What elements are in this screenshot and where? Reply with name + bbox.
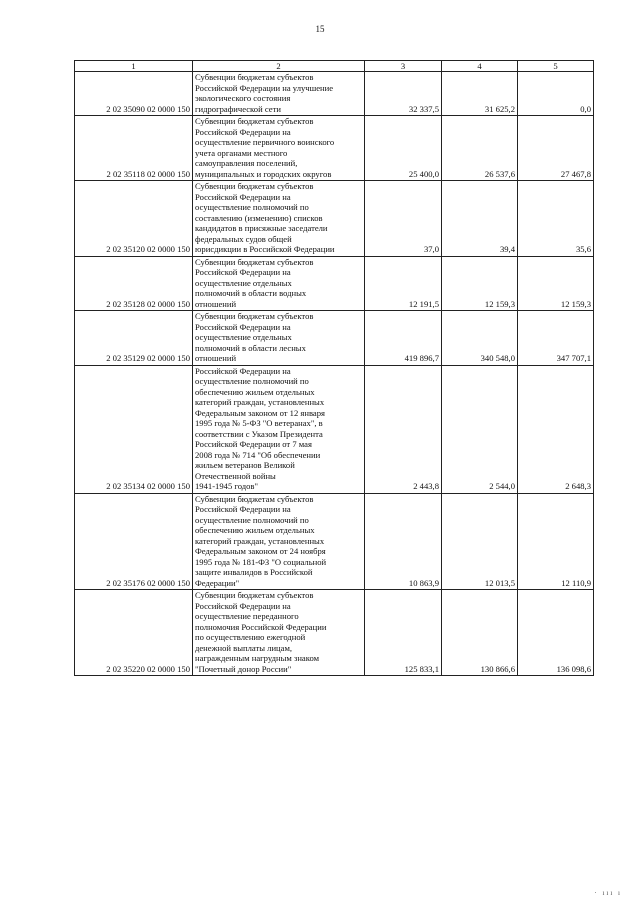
row-col3-value: 37,0 — [365, 181, 442, 257]
footer-mark: · ııı ı — [594, 889, 622, 897]
table-row — [75, 256, 594, 311]
table-row — [75, 590, 594, 676]
row-code-cell: 2 02 35120 02 0000 150 — [75, 181, 193, 257]
row-col3-value: 419 896,7 — [365, 311, 442, 366]
row-code-cell: 2 02 35176 02 0000 150 — [75, 493, 193, 590]
row-col5-value: 12 159,3 — [518, 256, 594, 311]
row-col5-value: 347 707,1 — [518, 311, 594, 366]
row-col4-value: 130 866,6 — [442, 590, 518, 676]
table-row — [75, 116, 594, 181]
row-col5-value: 2 648,3 — [518, 365, 594, 493]
row-col3-value: 2 443,8 — [365, 365, 442, 493]
page-number: 15 — [315, 24, 325, 34]
row-description-cell: Субвенции бюджетам субъектов Российской Федерации на осуществление переданного полномочия Российской Федерации по осуществлению ежегодной денежной выплаты лицам, награжденным нагрудным знаком "Почетный донор России" — [193, 590, 365, 676]
row-description-cell: Субвенции бюджетам субъектов Российской Федерации на осуществление отдельных полномочий в области водных отношений — [193, 256, 365, 311]
table-header-row — [75, 61, 594, 72]
header-col-1: 1 — [75, 61, 193, 72]
row-col5-value: 35,6 — [518, 181, 594, 257]
header-col-5: 5 — [518, 61, 594, 72]
row-code-cell: 2 02 35118 02 0000 150 — [75, 116, 193, 181]
row-col4-value: 12 159,3 — [442, 256, 518, 311]
row-col3-value: 10 863,9 — [365, 493, 442, 590]
header-col-2: 2 — [193, 61, 365, 72]
row-description-cell: Российской Федерации на осуществление полномочий по обеспечению жильем отдельных категорий граждан, установленных Федеральным законом от 12 января 1995 года № 5-ФЗ "О ветеранах", в соответствии с Указом Президента Российской Федерации от 7 мая 2008 года № 714 "Об обеспечении жильем ветеранов Великой Отечественной войны 1941-1945 годов" — [193, 365, 365, 493]
table-row — [75, 72, 594, 116]
row-col3-value: 32 337,5 — [365, 72, 442, 116]
row-code-cell: 2 02 35134 02 0000 150 — [75, 365, 193, 493]
row-col5-value: 0,0 — [518, 72, 594, 116]
row-col4-value: 26 537,6 — [442, 116, 518, 181]
row-col5-value: 136 098,6 — [518, 590, 594, 676]
row-description-cell: Субвенции бюджетам субъектов Российской Федерации на осуществление полномочий по составлению (изменению) списков кандидатов в присяжные заседатели федеральных судов общей юрисдикции в Российской Федерации — [193, 181, 365, 257]
row-col3-value: 125 833,1 — [365, 590, 442, 676]
header-col-4: 4 — [442, 61, 518, 72]
row-col4-value: 12 013,5 — [442, 493, 518, 590]
row-col4-value: 2 544,0 — [442, 365, 518, 493]
row-col5-value: 12 110,9 — [518, 493, 594, 590]
row-col5-value: 27 467,8 — [518, 116, 594, 181]
table-row — [75, 311, 594, 366]
row-description-cell: Субвенции бюджетам субъектов Российской Федерации на улучшение экологического состояния гидрографической сети — [193, 72, 365, 116]
row-col4-value: 340 548,0 — [442, 311, 518, 366]
row-description-cell: Субвенции бюджетам субъектов Российской Федерации на осуществление первичного воинского учета органами местного самоуправления поселений, муниципальных и городских округов — [193, 116, 365, 181]
row-code-cell: 2 02 35129 02 0000 150 — [75, 311, 193, 366]
row-col4-value: 31 625,2 — [442, 72, 518, 116]
header-col-3: 3 — [365, 61, 442, 72]
table-body — [75, 61, 594, 676]
budget-table — [74, 60, 594, 676]
row-code-cell: 2 02 35090 02 0000 150 — [75, 72, 193, 116]
row-col3-value: 25 400,0 — [365, 116, 442, 181]
table-row — [75, 365, 594, 493]
table-row — [75, 181, 594, 257]
row-code-cell: 2 02 35220 02 0000 150 — [75, 590, 193, 676]
row-description-cell: Субвенции бюджетам субъектов Российской Федерации на осуществление полномочий по обеспечению жильем отдельных категорий граждан, установленных Федеральным законом от 24 ноября 1995 года № 181-ФЗ "О социальной защите инвалидов в Российской Федерации" — [193, 493, 365, 590]
row-code-cell: 2 02 35128 02 0000 150 — [75, 256, 193, 311]
row-col4-value: 39,4 — [442, 181, 518, 257]
row-description-cell: Субвенции бюджетам субъектов Российской Федерации на осуществление отдельных полномочий в области лесных отношений — [193, 311, 365, 366]
table-row — [75, 493, 594, 590]
row-col3-value: 12 191,5 — [365, 256, 442, 311]
